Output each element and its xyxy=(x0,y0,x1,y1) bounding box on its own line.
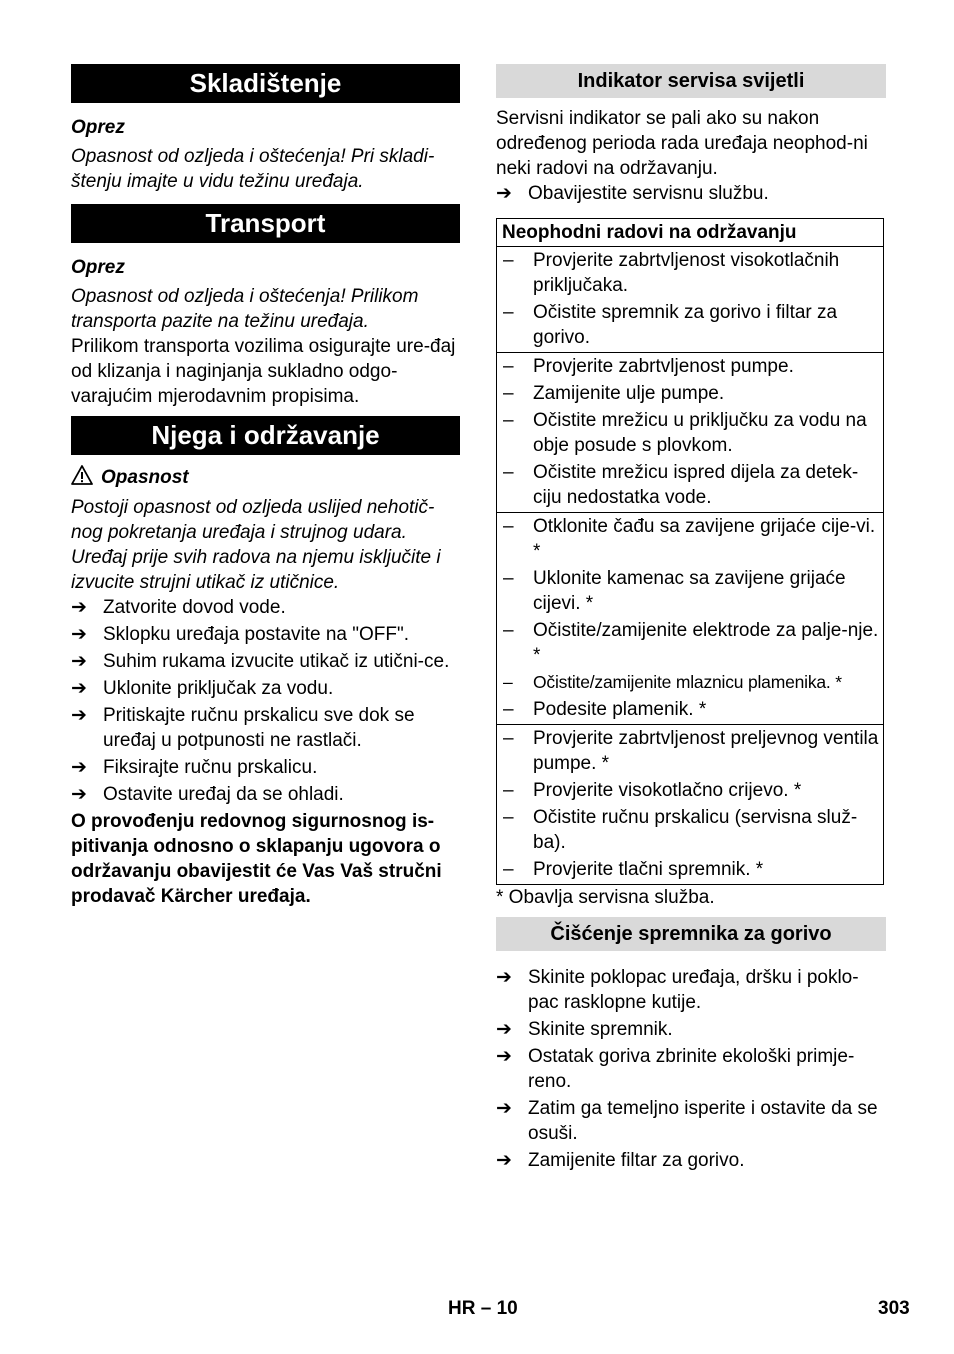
care-note: O provođenju redovnog sigurnosnog is-pitivanja odnosno o sklapanju ugovora o održavanju obavijestit će Vas Vaš stručni prodavač Kärcher uređaja. xyxy=(71,811,442,907)
care-danger-row xyxy=(71,465,460,490)
table-row xyxy=(497,353,884,513)
arrow-right-icon: ➔ xyxy=(496,1019,512,1040)
list-item: ➔ Pritiskajte ručnu prskalicu sve dok se uređaj u potpunosti ne rastlači. xyxy=(71,705,415,751)
list-item: – Očistite spremnik za gorivo i filtar za gorivo. xyxy=(503,302,838,348)
storage-caution-label: Oprez xyxy=(71,117,125,138)
table-row xyxy=(497,725,884,885)
transport-heading: Transport xyxy=(71,204,460,243)
table-row xyxy=(497,513,884,725)
maintenance-table xyxy=(496,218,884,885)
arrow-right-icon: ➔ xyxy=(71,651,87,672)
list-item: – Očistite/zamijenite elektrode za palje-nje. * xyxy=(503,620,879,666)
left-column xyxy=(71,64,460,909)
indicator-text: Servisni indikator se pali ako su nakon određenog perioda rada uređaja neophod-ni neki radovi na održavanju. xyxy=(496,108,868,179)
warning-triangle-icon xyxy=(71,465,93,485)
footer-language-page: HR – 10 xyxy=(448,1298,518,1319)
arrow-right-icon: ➔ xyxy=(71,678,87,699)
right-column xyxy=(496,64,886,1175)
list-item: ➔ Zamijenite filtar za gorivo. xyxy=(496,1150,745,1171)
arrow-right-icon: ➔ xyxy=(71,784,87,805)
transport-text: Prilikom transporta vozilima osigurajte ure-đaj od klizanja i naginjanja sukladno odgo-varajućim mjerodavnim propisima. xyxy=(71,336,456,407)
list-item: – Provjerite zabrtvljenost preljevnog ventila pumpe. * xyxy=(503,728,879,774)
indicator-steps-list xyxy=(496,181,886,206)
list-item: – Provjerite visokotlačno crijevo. * xyxy=(503,780,802,801)
table-header-row xyxy=(497,219,884,247)
list-item: – Očistite mrežicu ispred dijela za detek-ciju nedostatka vode. xyxy=(503,462,859,508)
table-footnote: * Obavlja servisna služba. xyxy=(496,887,715,908)
transport-caution-label: Oprez xyxy=(71,257,125,278)
list-item: – Očistite mrežicu u priključku za vodu na obje posude s plovkom. xyxy=(503,410,867,456)
arrow-right-icon: ➔ xyxy=(71,597,87,618)
transport-caution-text: Opasnost od ozljeda i oštećenja! Prilikom transporta pazite na težinu uređaja. xyxy=(71,286,419,332)
care-danger-text: Postoji opasnost od ozljeda uslijed nehotič-nog pokretanja uređaja i strujnog udara. Uređaj prije svih radova na njemu isključite i izvucite strujni utikač iz utičnice. xyxy=(71,497,441,593)
arrow-right-icon: ➔ xyxy=(71,624,87,645)
table-header: Neophodni radovi na održavanju xyxy=(497,219,884,247)
list-item: ➔ Sklopku uređaja postavite na "OFF". xyxy=(71,624,410,645)
arrow-right-icon: ➔ xyxy=(496,1098,512,1119)
list-item: – Podesite plamenik. * xyxy=(503,699,707,720)
list-item: ➔ Skinite spremnik. xyxy=(496,1019,673,1040)
table-row xyxy=(497,247,884,353)
list-item: ➔ Zatvorite dovod vode. xyxy=(71,597,286,618)
storage-caution-text: Opasnost od ozljeda i oštećenja! Pri skladi-štenju imajte u vidu težinu uređaja. xyxy=(71,146,435,192)
care-heading: Njega i održavanje xyxy=(71,416,460,455)
list-item: – Provjerite zabrtvljenost pumpe. xyxy=(503,356,794,377)
fuel-heading: Čišćenje spremnika za gorivo xyxy=(496,917,886,951)
list-item: – Uklonite kamenac sa zavijene grijaće cijevi. * xyxy=(503,568,846,614)
list-item: ➔ Suhim rukama izvucite utikač iz utični-ce. xyxy=(71,651,450,672)
arrow-right-icon: ➔ xyxy=(496,183,512,204)
care-steps-list xyxy=(71,595,460,807)
list-item: – Očistite ručnu prskalicu (servisna služ-ba). xyxy=(503,807,858,853)
list-item: ➔ Ostavite uređaj da se ohladi. xyxy=(71,784,344,805)
list-item: – Provjerite tlačni spremnik. * xyxy=(503,859,764,880)
storage-heading: Skladištenje xyxy=(71,64,460,103)
arrow-right-icon: ➔ xyxy=(496,1150,512,1171)
arrow-right-icon: ➔ xyxy=(496,967,512,988)
list-item: – Provjerite zabrtvljenost visokotlačnih priključaka. xyxy=(503,250,840,296)
arrow-right-icon: ➔ xyxy=(71,757,87,778)
indicator-heading: Indikator servisa svijetli xyxy=(496,64,886,98)
page-number: 303 xyxy=(878,1298,910,1319)
arrow-right-icon: ➔ xyxy=(71,705,87,726)
care-danger-label: Opasnost xyxy=(101,467,189,488)
list-item: ➔ Obavijestite servisnu službu. xyxy=(496,183,769,204)
list-item: – Otklonite čađu sa zavijene grijaće cije-vi. * xyxy=(503,516,876,562)
list-item: – Zamijenite ulje pumpe. xyxy=(503,383,725,404)
arrow-right-icon: ➔ xyxy=(496,1046,512,1067)
list-item: ➔ Ostatak goriva zbrinite ekološki primje-reno. xyxy=(496,1046,855,1092)
list-item: ➔ Skinite poklopac uređaja, dršku i poklo-pac rasklopne kutije. xyxy=(496,967,859,1013)
list-item: ➔ Fiksirajte ručnu prskalicu. xyxy=(71,757,318,778)
list-item: ➔ Zatim ga temeljno isperite i ostavite da se osuši. xyxy=(496,1098,878,1144)
fuel-steps-list xyxy=(496,965,886,1173)
list-item: – Očistite/zamijenite mlaznicu plamenika. * xyxy=(503,672,842,692)
list-item: ➔ Uklonite priključak za vodu. xyxy=(71,678,334,699)
